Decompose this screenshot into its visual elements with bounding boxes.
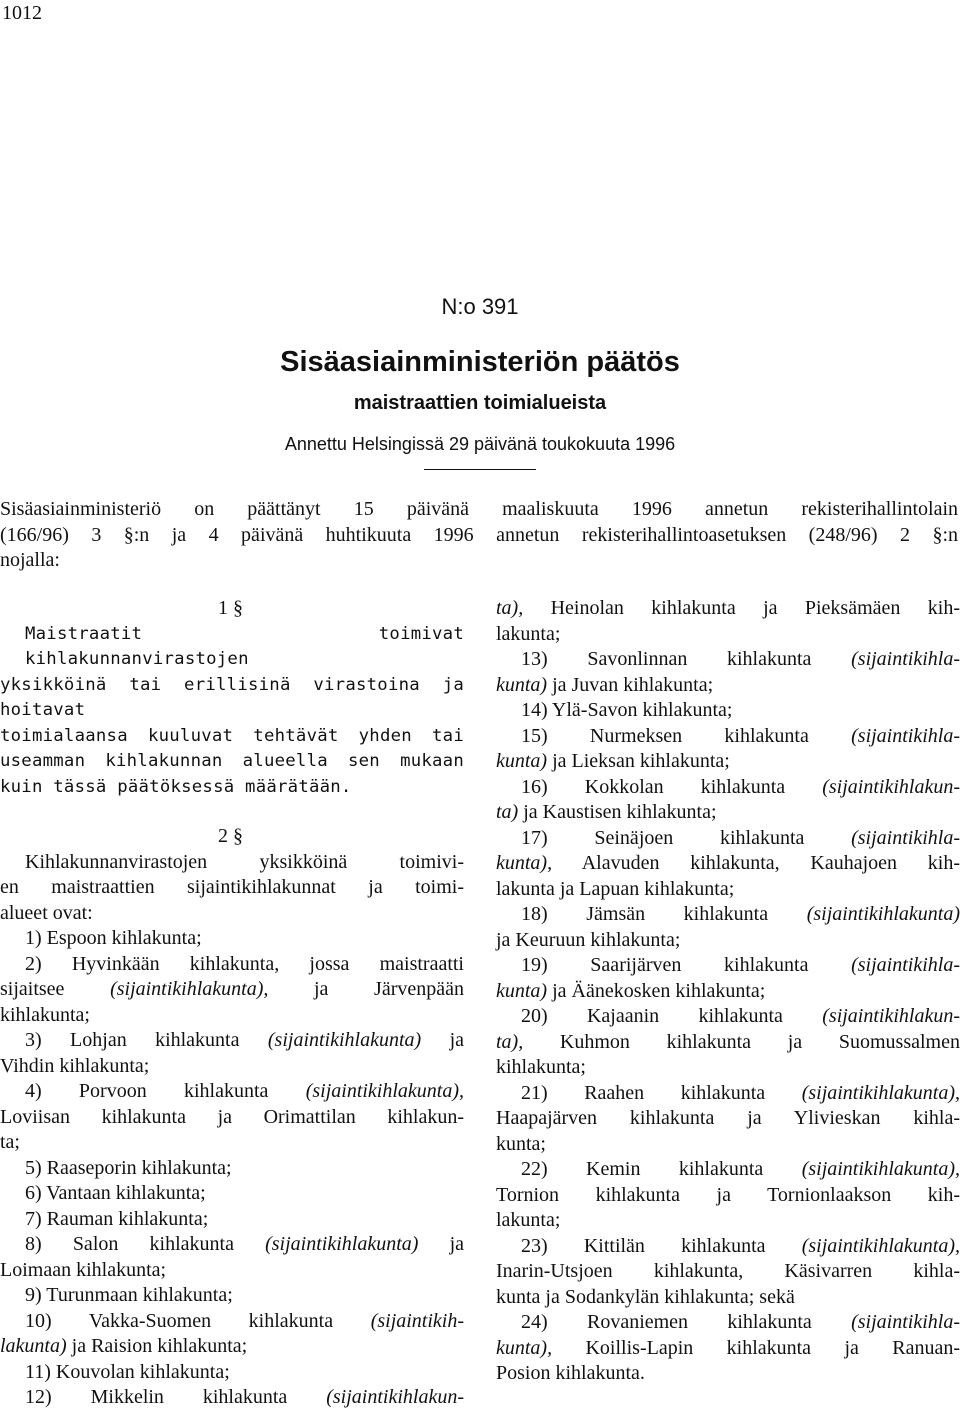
list-item: 18) Jämsän kihlakunta (sijaintikihlakunta) — [521, 903, 960, 925]
list-item: Loimaan kihlakunta; — [0, 1258, 167, 1281]
list-item: kunta) ja Lieksan kihlakunta; — [496, 750, 730, 772]
list-item: 21) Raahen kihlakunta (sijaintikihlakunta), — [521, 1081, 960, 1104]
intro-line: Sisäasiainministeriö on päättänyt 15 päivänä maaliskuuta 1996 annetun rekisterihallintolain — [0, 498, 958, 520]
intro-line: (166/96) 3 §:n ja 4 päivänä huhtikuuta 1996 annetun rekisterihallintoasetuksen (248/96) 2 §:n — [0, 523, 958, 546]
list-item: 3) Lohjan kihlakunta (sijaintikihlakunta) ja — [25, 1029, 465, 1051]
text-line: kuin tässä päätöksessä määrätään. — [0, 776, 352, 797]
list-item: 7) Rauman kihlakunta; — [25, 1207, 209, 1230]
intro-line: nojalla: — [0, 549, 60, 571]
list-item: 20) Kajaanin kihlakunta (sijaintikihlakun- — [521, 1005, 960, 1027]
text-line: en maistraattien sijaintikihlakunnat ja toimi- — [0, 876, 464, 898]
list-item: 17) Seinäjoen kihlakunta (sijaintikihla- — [521, 826, 960, 849]
list-item: Haapajärven kihlakunta ja Ylivieskan kihla- — [496, 1107, 960, 1129]
decision-number: N:o 391 — [441, 294, 519, 319]
list-item: 6) Vantaan kihlakunta; — [25, 1182, 206, 1204]
list-item: lakunta; — [496, 622, 561, 645]
list-item: ta) ja Kaustisen kihlakunta; — [496, 801, 717, 823]
list-item: 22) Kemin kihlakunta (sijaintikihlakunta), — [521, 1158, 960, 1180]
list-item: 9) Turunmaan kihlakunta; — [25, 1284, 233, 1306]
list-item: Vihdin kihlakunta; — [0, 1054, 150, 1077]
list-item: kihlakunta; — [0, 1003, 90, 1026]
list-item: 5) Raaseporin kihlakunta; — [25, 1156, 232, 1179]
list-item: lakunta; — [496, 1209, 561, 1231]
list-item: 24) Rovaniemen kihlakunta (sijaintikihla- — [521, 1311, 960, 1333]
list-item: 19) Saarijärven kihlakunta (sijaintikihla- — [521, 954, 960, 976]
list-item: kunta) ja Juvan kihlakunta; — [496, 673, 714, 696]
list-item: lakunta) ja Raision kihlakunta; — [0, 1335, 248, 1357]
page-number: 1012 — [2, 2, 42, 24]
page-title: Sisäasiainministeriön päätös — [280, 346, 680, 378]
section-1-heading: 1 § — [218, 597, 243, 619]
list-item: 10) Vakka-Suomen kihlakunta (sijaintikih- — [25, 1309, 465, 1332]
left-column — [0, 596, 464, 1411]
intro-paragraph — [0, 497, 958, 574]
text-line: alueet ovat: — [0, 901, 93, 924]
list-item: 2) Hyvinkään kihlakunta, jossa maistraatti — [25, 952, 464, 975]
list-item: 8) Salon kihlakunta (sijaintikihlakunta) ja — [25, 1233, 465, 1255]
list-item: kihlakunta; — [496, 1056, 586, 1078]
list-item: kunta; — [496, 1132, 546, 1155]
list-item: 12) Mikkelin kihlakunta (sijaintikihlakun- — [25, 1386, 464, 1408]
list-item: ta; — [0, 1131, 20, 1153]
list-item: 1) Espoon kihlakunta; — [25, 927, 202, 949]
list-item: 15) Nurmeksen kihlakunta (sijaintikihla- — [521, 724, 960, 747]
divider-rule — [424, 469, 536, 470]
text-line: yksikköinä tai erillisinä virastoina ja hoitavat — [0, 674, 464, 720]
text-line: Maistraatit toimivat kihlakunnanvirastojen — [25, 623, 464, 669]
list-item: 13) Savonlinnan kihlakunta (sijaintikihla- — [521, 648, 960, 670]
list-item: kunta ja Sodankylän kihlakunta; sekä — [496, 1285, 795, 1308]
list-item: ja Keuruun kihlakunta; — [496, 928, 681, 951]
list-item: Loviisan kihlakunta ja Orimattilan kihlakun- — [0, 1105, 464, 1128]
list-item: ta), Kuhmon kihlakunta ja Suomussalmen — [496, 1030, 960, 1053]
text-line: Kihlakunnanvirastojen yksikköinä toimivi- — [25, 850, 464, 873]
list-item: kunta), Koillis-Lapin kihlakunta ja Ranuan- — [496, 1336, 960, 1359]
list-item: kunta), Alavuden kihlakunta, Kauhajoen kih- — [496, 852, 960, 874]
list-item: Inarin-Utsjoen kihlakunta, Käsivarren kihla- — [496, 1260, 960, 1282]
list-item: Tornion kihlakunta ja Tornionlaakson kih- — [496, 1183, 960, 1206]
list-item: Posion kihlakunta. — [496, 1362, 645, 1384]
list-item: 23) Kittilän kihlakunta (sijaintikihlakunta), — [521, 1234, 960, 1257]
section-2-heading: 2 § — [218, 825, 243, 847]
list-item: lakunta ja Lapuan kihlakunta; — [496, 877, 735, 900]
page-subtitle: maistraattien toimialueista — [353, 392, 607, 414]
list-item: 14) Ylä-Savon kihlakunta; — [521, 699, 733, 721]
list-item: ta), Heinolan kihlakunta ja Pieksämäen kih- — [496, 597, 960, 619]
section-1-body — [0, 622, 464, 801]
spacer — [0, 800, 464, 824]
list-item: sijaitsee (sijaintikihlakunta), ja Järvenpään — [0, 978, 465, 1000]
right-column — [496, 596, 960, 1387]
list-item: 11) Kouvolan kihlakunta; — [25, 1360, 230, 1383]
text-line: toimialaansa kuuluvat tehtävät yhden tai — [0, 725, 464, 746]
given-date: Annettu Helsingissä 29 päivänä toukokuuta 1996 — [284, 434, 676, 454]
list-item: 16) Kokkolan kihlakunta (sijaintikihlakun- — [521, 775, 960, 798]
text-line: useamman kihlakunnan alueella sen mukaan — [0, 751, 464, 771]
list-item: kunta) ja Äänekosken kihlakunta; — [496, 979, 766, 1002]
list-item: 4) Porvoon kihlakunta (sijaintikihlakunta), — [25, 1080, 465, 1102]
